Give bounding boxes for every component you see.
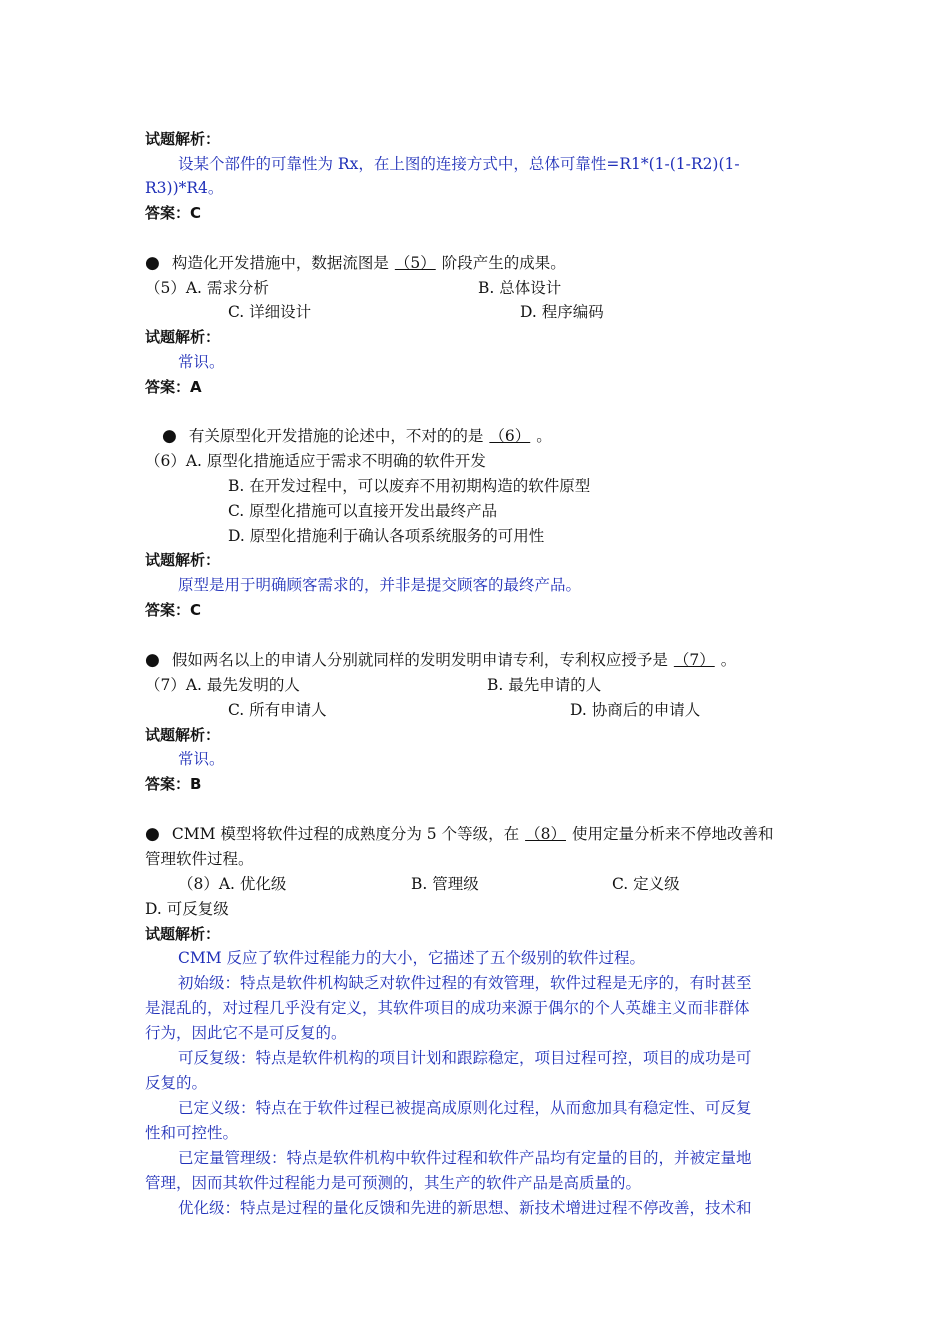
stem-text: 假如两名以上的申请人分别就同样的发明发明申请专利，专利权应授予是 <box>171 651 668 669</box>
bullet-icon: ● <box>162 426 177 446</box>
stem-text: 构造化开发措施中，数据流图是 <box>171 254 389 272</box>
option-d: D. 可反复级 <box>145 900 229 918</box>
analysis-label: 试题解析： <box>145 328 221 346</box>
answer: 答案：B <box>145 775 202 793</box>
answer: 答案：C <box>145 204 202 222</box>
option-a: （7）A. 最先发明的人 <box>145 676 300 694</box>
option-c: C. 定义级 <box>612 875 680 893</box>
analysis-text: 已定量管理级：特点是软件机构中软件过程和软件产品均有定量的目的，并被定量地 <box>178 1149 752 1167</box>
analysis-label: 试题解析： <box>145 551 221 569</box>
answer-blank: （7） <box>673 651 715 669</box>
analysis-text: 可反复级：特点是软件机构的项目计划和跟踪稳定，项目过程可控，项目的成功是可 <box>178 1049 752 1067</box>
stem-text: 使用定量分析来不停地改善和 <box>571 825 774 843</box>
option-b: B. 在开发过程中，可以废弃不用初期构造的软件原型 <box>228 477 591 495</box>
option-c: C. 所有申请人 <box>228 701 327 719</box>
option-d: D. 原型化措施利于确认各项系统服务的可用性 <box>228 527 545 545</box>
analysis-text: 初始级：特点是软件机构缺乏对软件过程的有效管理，软件过程是无序的，有时甚至 <box>178 974 752 992</box>
stem-text: 阶段产生的成果。 <box>441 254 566 272</box>
analysis-text: 已定义级：特点在于软件过程已被提高成原则化过程，从而愈加具有稳定性、可反复 <box>178 1099 752 1117</box>
analysis-label: 试题解析： <box>145 130 221 148</box>
analysis-text: 优化级：特点是过程的量化反馈和先进的新思想、新技术增进过程不停改善，技术和 <box>178 1199 752 1217</box>
analysis-text: 设某个部件的可靠性为 Rx，在上图的连接方式中，总体可靠性=R1*(1-(1-R2)(1- <box>178 155 740 173</box>
analysis-label: 试题解析： <box>145 925 221 943</box>
analysis-text: 管理，因而其软件过程能力是可预测的，其生产的软件产品是高质量的。 <box>145 1174 642 1192</box>
option-a: （8）A. 优化级 <box>178 875 287 893</box>
bullet-icon: ● <box>145 253 160 273</box>
option-c: C. 原型化措施可以直接开发出最终产品 <box>228 502 498 520</box>
question-stem <box>162 425 552 447</box>
analysis-text: CMM 反应了软件过程能力的大小，它描述了五个级别的软件过程。 <box>178 949 646 967</box>
answer: 答案：C <box>145 601 202 619</box>
analysis-text: 是混乱的，对过程几乎没有定义，其软件项目的成功来源于偶尔的个人英雄主义而非群体 <box>145 999 750 1017</box>
analysis-text: 反复的。 <box>145 1074 208 1092</box>
analysis-text: 原型是用于明确顾客需求的，并非是提交顾客的最终产品。 <box>178 576 582 594</box>
option-b: B. 总体设计 <box>478 279 562 297</box>
question-stem <box>145 649 736 671</box>
bullet-icon: ● <box>145 650 160 670</box>
option-d: D. 协商后的申请人 <box>570 701 701 719</box>
stem-text: 有关原型化开发措施的论述中，不对的的是 <box>188 427 484 445</box>
option-a: （5）A. 需求分析 <box>145 279 269 297</box>
option-d: D. 程序编码 <box>520 303 604 321</box>
stem-text: 。 <box>536 427 552 445</box>
stem-text: CMM 模型将软件过程的成熟度分为 5 个等级，在 <box>171 825 520 843</box>
answer-blank: （6） <box>489 427 531 445</box>
option-a: （6）A. 原型化措施适应于需求不明确的软件开发 <box>145 452 486 470</box>
analysis-text: 行为，因此它不是可反复的。 <box>145 1024 347 1042</box>
stem-text: 。 <box>720 651 737 669</box>
answer: 答案：A <box>145 378 202 396</box>
answer-blank: （5） <box>394 254 436 272</box>
question-stem <box>145 823 773 845</box>
option-b: B. 最先申请的人 <box>487 676 602 694</box>
stem-text: 管理软件过程。 <box>145 850 254 868</box>
analysis-text: 常识。 <box>178 353 225 371</box>
analysis-text: R3))*R4。 <box>145 179 224 197</box>
analysis-text: 性和可控性。 <box>145 1124 239 1142</box>
bullet-icon: ● <box>145 824 160 844</box>
answer-blank: （8） <box>525 825 566 843</box>
analysis-text: 常识。 <box>178 750 225 768</box>
question-stem <box>145 252 566 274</box>
option-c: C. 详细设计 <box>228 303 312 321</box>
option-b: B. 管理级 <box>411 875 479 893</box>
analysis-label: 试题解析： <box>145 726 221 744</box>
